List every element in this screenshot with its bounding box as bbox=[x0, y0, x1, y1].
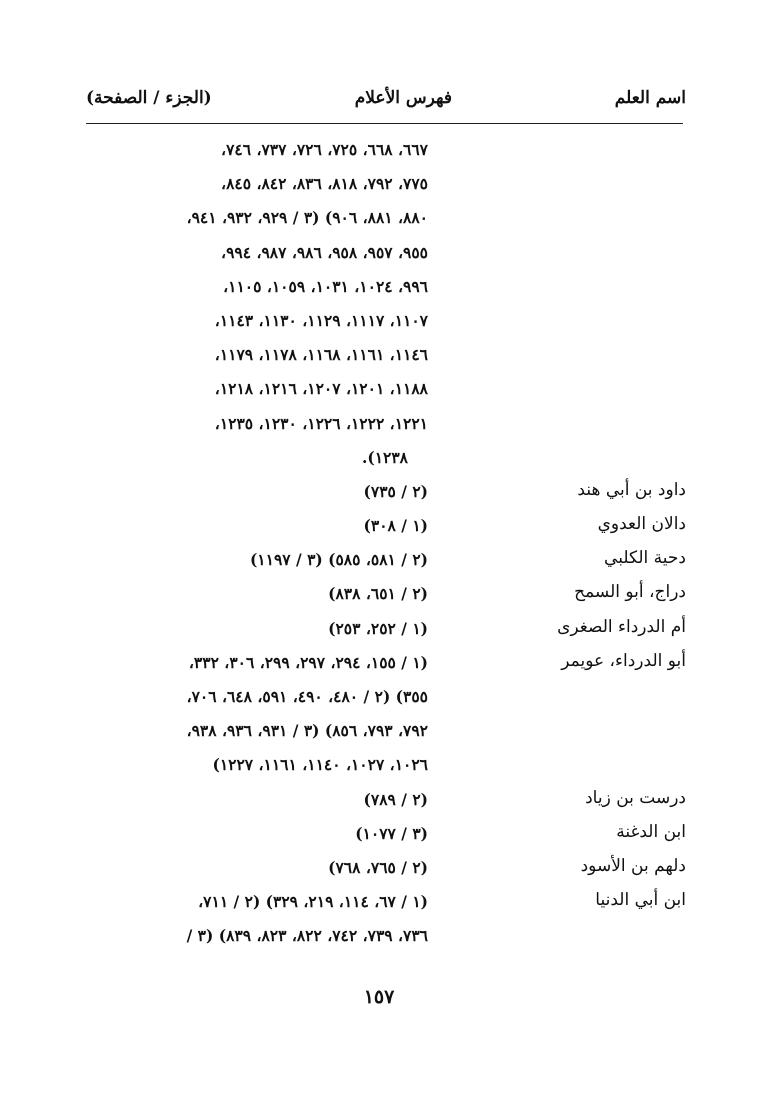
entry-name: دراج، أبو السمح bbox=[574, 582, 686, 603]
index-line bbox=[86, 273, 686, 307]
entry-references: ٧٣٦، ٧٣٩، ٧٤٢، ٨٢٢، ٨٢٣، ٨٣٩) (٣ / bbox=[186, 926, 428, 946]
index-line bbox=[86, 204, 686, 238]
entry-name: دالان العدوي bbox=[597, 514, 686, 535]
entry-references: (٢ / ٥٨١، ٥٨٥) (٣ / ١١٩٧) bbox=[249, 550, 428, 570]
entry-references: ١١٤٦، ١١٦١، ١١٦٨، ١١٧٨، ١١٧٩، bbox=[214, 345, 428, 365]
header-column-pages: (الجزء / الصفحة) bbox=[86, 88, 212, 108]
index-line bbox=[86, 717, 686, 751]
entry-name: داود بن أبي هند bbox=[577, 479, 686, 500]
header-title: فهرس الأعلام bbox=[354, 88, 452, 108]
entry-references: ٧٧٥، ٧٩٢، ٨١٨، ٨٣٦، ٨٤٢، ٨٤٥، bbox=[221, 174, 428, 194]
entry-references: (١ / ٦٧، ١١٤، ٢١٩، ٣٢٩) (٢ / ٧١١، bbox=[198, 892, 428, 912]
entry-name: ابن الدغنة bbox=[616, 821, 686, 842]
entry-references: (٢ / ٧٦٥، ٧٦٨) bbox=[328, 857, 428, 877]
index-line bbox=[86, 478, 686, 512]
entry-references: ٣٥٥) (٢ / ٤٨٠، ٤٩٠، ٥٩١، ٦٤٨، ٧٠٦، bbox=[186, 687, 428, 706]
entry-references: ١٢٣٨). bbox=[361, 447, 408, 467]
entry-references: ١١٨٨، ١٢٠١، ١٢٠٧، ١٢١٦، ١٢١٨، bbox=[214, 379, 428, 399]
entry-references: ١٠٢٦، ١٠٢٧، ١١٤٠، ١١٦١، ١٢٢٧) bbox=[212, 755, 428, 775]
index-line bbox=[86, 922, 686, 956]
entry-references: (١ / ٢٥٢، ٢٥٣) bbox=[328, 618, 428, 638]
index-line bbox=[86, 307, 686, 341]
index-entries bbox=[86, 136, 686, 957]
index-line bbox=[86, 649, 686, 683]
entry-references: (٣ / ١٠٧٧) bbox=[355, 823, 428, 843]
index-line bbox=[86, 580, 686, 614]
index-line bbox=[86, 820, 686, 854]
index-line bbox=[86, 239, 686, 273]
index-line bbox=[86, 136, 686, 170]
index-line bbox=[86, 444, 686, 478]
index-line bbox=[86, 615, 686, 649]
entry-references: ٧٩٢، ٧٩٣، ٨٥٦) (٣ / ٩٣١، ٩٣٦، ٩٣٨، bbox=[186, 721, 428, 741]
entry-name: درست بن زياد bbox=[585, 787, 686, 808]
index-line bbox=[86, 683, 686, 717]
index-line bbox=[86, 546, 686, 580]
entry-name: أبو الدرداء، عويمر bbox=[561, 650, 686, 671]
header-rule bbox=[86, 123, 683, 124]
entry-references: (٢ / ٦٥١، ٨٣٨) bbox=[328, 584, 428, 604]
entry-references: (١ / ٣٠٨) bbox=[363, 516, 428, 536]
entry-name: أم الدرداء الصغرى bbox=[557, 616, 686, 637]
header-column-name: اسم العلم bbox=[614, 88, 686, 108]
entry-references: ١٢٢١، ١٢٢٢، ١٢٢٦، ١٢٣٠، ١٢٣٥، bbox=[214, 413, 428, 433]
entry-references: (٢ / ٧٣٥) bbox=[363, 481, 428, 501]
entry-references: ٩٩٦، ١٠٢٤، ١٠٣١، ١٠٥٩، ١١٠٥، bbox=[223, 276, 428, 296]
index-line bbox=[86, 888, 686, 922]
entry-references: ٦٦٧، ٦٦٨، ٧٢٥، ٧٢٦، ٧٣٧، ٧٤٦، bbox=[221, 140, 428, 159]
page-number: ١٥٧ bbox=[363, 986, 395, 1008]
index-line bbox=[86, 410, 686, 444]
index-line bbox=[86, 375, 686, 409]
index-line bbox=[86, 341, 686, 375]
entry-name: دلهم بن الأسود bbox=[580, 855, 686, 876]
entry-name: دحية الكلبي bbox=[604, 548, 686, 569]
index-line bbox=[86, 854, 686, 888]
entry-references: ١١٠٧، ١١١٧، ١١٢٩، ١١٣٠، ١١٤٣، bbox=[214, 310, 428, 330]
index-line bbox=[86, 751, 686, 785]
page-header bbox=[86, 88, 686, 118]
index-line bbox=[86, 170, 686, 204]
entry-name: ابن أبي الدنيا bbox=[595, 890, 686, 911]
index-line bbox=[86, 512, 686, 546]
entry-references: (١ / ١٥٥، ٢٩٤، ٢٩٧، ٢٩٩، ٣٠٦، ٣٣٢، bbox=[188, 652, 428, 672]
entry-references: ٨٨٠، ٨٨١، ٩٠٦) (٣ / ٩٢٩، ٩٣٢، ٩٤١، bbox=[186, 208, 428, 228]
index-line bbox=[86, 786, 686, 820]
entry-references: (٢ / ٧٨٩) bbox=[363, 789, 428, 809]
entry-references: ٩٥٥، ٩٥٧، ٩٥٨، ٩٨٦، ٩٨٧، ٩٩٤، bbox=[221, 242, 428, 262]
